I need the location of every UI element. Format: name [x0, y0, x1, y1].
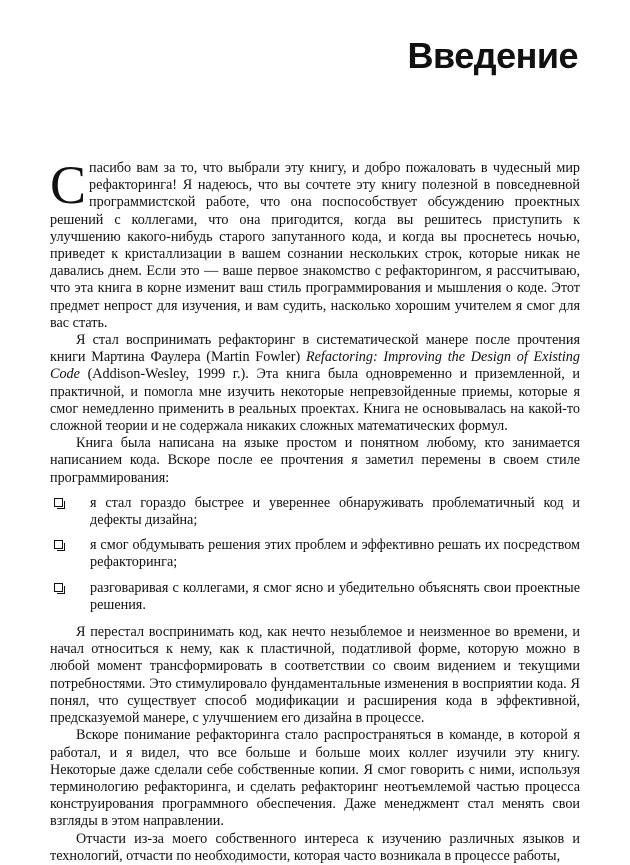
checkbox-bullet-icon [54, 583, 63, 592]
paragraph-intro [50, 155, 580, 332]
checkbox-bullet-icon [54, 498, 63, 507]
paragraph-style-change: Книга была написана на языке простом и понятном любому, кто занимается написанием кода. Вскоре после ее прочтения я заметил перемены в своем стиле программирования: [50, 435, 580, 486]
list-item-text: я стал гораздо быстрее и увереннее обнаруживать проблематичный код и дефекты дизайна; [90, 494, 580, 529]
body-text [50, 155, 580, 865]
paragraph-code-perception: Я перестал воспринимать код, как нечто незыблемое и неизменное во времени, и начал относиться к нему, как к пластичной, податливой форме, которую можно в любой момент трансформировать в соответствии со своим видением и текущими потребностями. Это стимулировало фундаментальные изменения в восприятии кода. Я понял, что существует способ модификации и расширения кода в эффективной, предсказуемой манере, с улучшением его дизайна в процессе. [50, 624, 580, 727]
list-item [50, 580, 580, 614]
paragraph-fowler-after: (Addison-Wesley, 1999 г.). Эта книга была одновременно и приземленной, и практичной, и помогла мне изучить некоторые непревзойденные приемы, которые я смог немедленно применить в реальных проектах. Книга не основывалась на какой-то сложной теории и не содержала никаких сложных математических формул. [50, 366, 580, 435]
paragraph-intro-text: пасибо вам за то, что выбрали эту книгу, и добро пожаловать в чудесный мир рефакторинга! Я надеюсь, что вы сочтете эту книгу полезной в повседневной программистской работе, что она поспособствует обсуждению проектных решений с коллегами, что она пригодится, когда вы решитесь приступить к улучшению какого-нибудь старого запутанного кода, и когда вы проснетесь ночью, приведет к кристаллизации в вашем сознании нескольких строк, которые никак не давались днем. Если это — ваше первое знакомство с рефакторингом, я рассчитываю, что эта книга в корне изменит ваш стиль программирования и мышления о коде. Этот предмет непрост для изучения, и вам судить, насколько хорошим учителем я смог для вас стать. [50, 160, 580, 331]
paragraph-languages: Отчасти из-за моего собственного интереса к изучению различных языков и технологий, отчасти по необходимости, которая часто возникала в процессе работы, [50, 830, 580, 864]
checkbox-bullet-icon [54, 540, 63, 549]
list-item [50, 495, 580, 529]
list-item-text: разговаривая с коллегами, я смог ясно и убедительно объяснять свои проектные решения. [90, 579, 580, 613]
drop-cap: С [50, 155, 87, 215]
page-title: Введение [407, 35, 578, 76]
bullet-list [50, 495, 580, 614]
paragraph-team: Вскоре понимание рефакторинга стало распространяться в команде, в которой я работал, и я видел, что все больше и больше моих коллег изучили эту книгу. Некоторые даже сделали себе собственные копии. Я смог говорить с ними, используя терминологию рефакторинга, и сделать рефакторинг неотъемлемой частью процесса конструирования программного обеспечения. Даже менеджмент стал менять свои взгляды в этом направлении. [50, 727, 580, 830]
book-title: Refactoring: Improving the Design of Existing Code [50, 349, 580, 383]
list-item [50, 537, 580, 571]
paragraph-fowler [50, 332, 580, 435]
paragraph-fowler-before: Я стал воспринимать рефакторинг в систематической манере после прочтения книги Мартина Фаулера (Martin Fowler) [50, 332, 580, 366]
list-item-text: я смог обдумывать решения этих проблем и эффективно решать их посредством рефакторинга; [90, 537, 580, 571]
